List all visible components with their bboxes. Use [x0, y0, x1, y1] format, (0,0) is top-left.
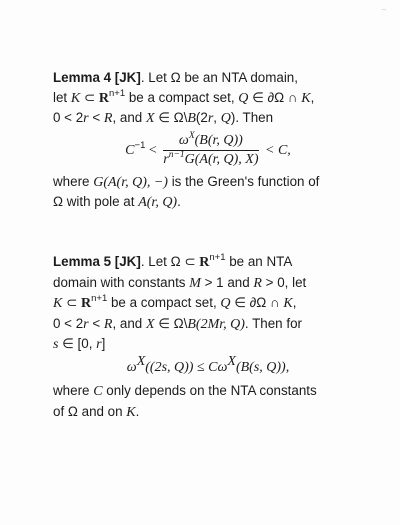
lemma-5-block — [53, 252, 363, 422]
lemma-4-line-5: where G(A(r, Q), −) is the Green's function of — [53, 173, 320, 190]
lemma-5-line-2: domain with constants M > 1 and R > 0, let — [53, 274, 307, 291]
page-mark: ~ — [381, 6, 387, 14]
lemma-5-line-1: Lemma 5 [JK]. Let Ω ⊂ $R^{n+1}$ be an NTA — [53, 252, 293, 270]
lemma-5-line-5: s ∈ [0, r] — [53, 336, 106, 352]
lemma-5-line-3: K ⊂ $R^{n+1}$ be a compact set, Q ∈ ∂Ω ∩ K, — [53, 293, 297, 311]
lemma-4-line-1: Lemma 4 [JK]. Let Ω be an NTA domain, — [53, 70, 298, 85]
lemma-4-fraction — [163, 130, 259, 168]
lemma-4-block — [53, 68, 363, 213]
lemma-4-line-6: Ω with pole at A(r, Q). — [53, 194, 181, 210]
fraction-numerator: $\omega^X(B(r$, Q)) — [163, 133, 258, 151]
lemma-5-equation: $\omega^X((2s$, $Q)) \le C\omega^X(B(s$, Q)), — [126, 353, 290, 375]
lemma-5-line-8: of Ω and on K. — [53, 403, 140, 420]
lemma-5-line-7: where C only depends on the NTA constants — [53, 383, 317, 399]
lemma-4-line-3: 0 < 2r < R, and X ∈ Ω\B(2r, Q). Then — [53, 110, 274, 126]
lemma-5-line-4: 0 < 2r < R, and X ∈ Ω\B(2Mr, Q). Then for — [53, 315, 302, 332]
lemma-4-equation: $C^{-1}$ < $\frac{\omega^X(B(r, Q))}{r^{n-1}G(A(r, Q), X)}$ < C, — [125, 130, 291, 167]
lemma-4-heading: Lemma 4 [JK] — [53, 70, 141, 85]
fraction-denominator: $r^{n-1}G(A(r$, Q), X) — [163, 149, 259, 167]
lemma-5-heading: Lemma 5 [JK] — [53, 254, 141, 269]
lemma-4-line-2: let K ⊂ $R^{n+1}$ be a compact set, Q ∈ ∂Ω ∩ K, — [53, 87, 315, 106]
